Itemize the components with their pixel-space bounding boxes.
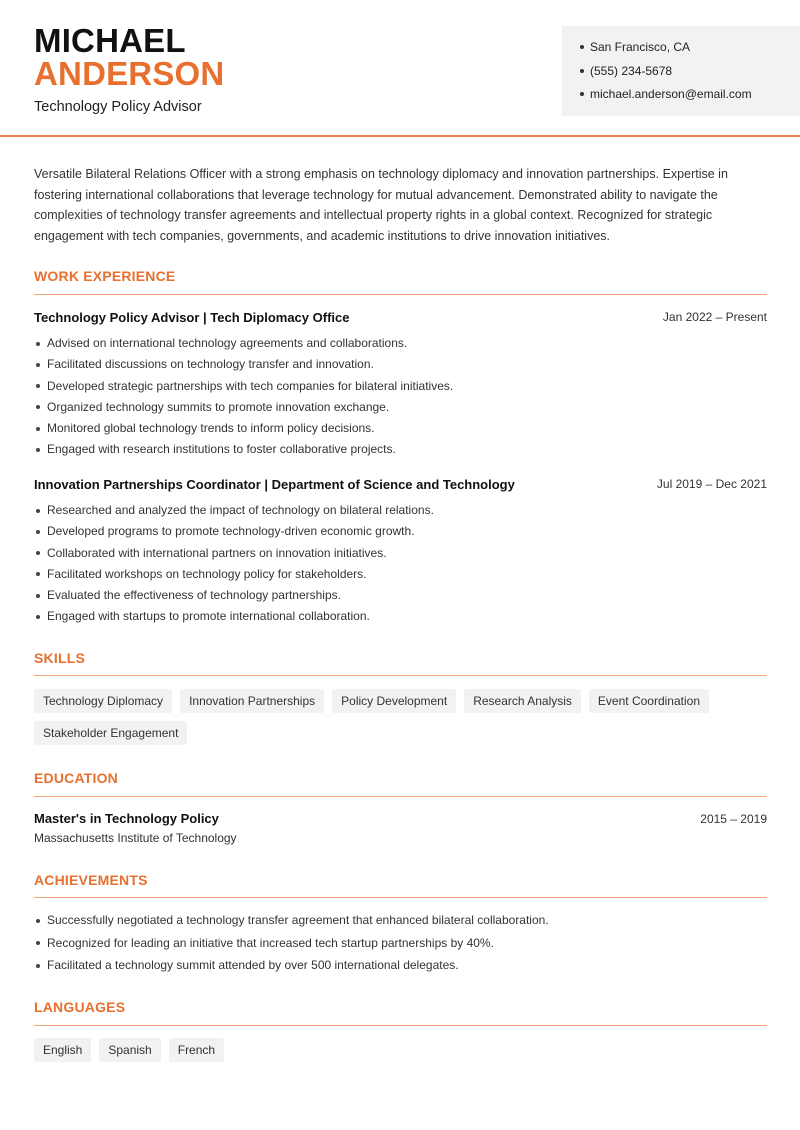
job-title: Technology Policy Advisor: [34, 99, 202, 115]
section-divider: [34, 294, 767, 295]
skill-chip: Event Coordination: [589, 689, 709, 713]
job-header: [34, 310, 767, 328]
skill-chip: Research Analysis: [464, 689, 581, 713]
list-item: Facilitated workshops on technology policy for stakeholders.: [34, 564, 767, 585]
job-header: [34, 477, 767, 495]
list-item: Collaborated with international partners on innovation initiatives.: [34, 543, 767, 564]
list-item: Engaged with startups to promote international collaboration.: [34, 606, 767, 627]
education-degree: Master's in Technology Policy: [34, 811, 219, 826]
education-date: 2015 – 2019: [700, 812, 767, 826]
resume-header: [0, 0, 800, 137]
job-date: Jul 2019 – Dec 2021: [656, 477, 767, 491]
section-title-languages: LANGUAGES: [34, 999, 126, 1015]
section-divider: [34, 675, 767, 676]
section-divider: [34, 1025, 767, 1026]
job-role: Innovation Partnerships Coordinator | Department of Science and Technology: [34, 477, 515, 492]
skills-list: [34, 689, 767, 745]
section-title-work: WORK EXPERIENCE: [34, 268, 176, 284]
list-item: Developed strategic partnerships with tech companies for bilateral initiatives.: [34, 376, 767, 397]
list-item: Developed programs to promote technology-driven economic growth.: [34, 521, 767, 542]
contact-location: San Francisco, CA: [580, 36, 800, 60]
education-school: Massachusetts Institute of Technology: [34, 831, 237, 845]
section-title-education: EDUCATION: [34, 770, 118, 786]
job-date: Jan 2022 – Present: [662, 310, 767, 324]
list-item: Recognized for leading an initiative that increased tech startup partnerships by 40%.: [34, 933, 767, 956]
contact-phone: (555) 234-5678: [580, 60, 800, 84]
skill-chip: Technology Diplomacy: [34, 689, 172, 713]
job-bullets: [34, 500, 767, 628]
contact-email: michael.anderson@email.com: [580, 83, 800, 107]
list-item: Organized technology summits to promote innovation exchange.: [34, 397, 767, 418]
job-bullets: [34, 333, 767, 461]
list-item: Facilitated discussions on technology transfer and innovation.: [34, 354, 767, 375]
language-chip: English: [34, 1038, 91, 1062]
list-item: Monitored global technology trends to inform policy decisions.: [34, 418, 767, 439]
last-name: ANDERSON: [34, 55, 225, 92]
language-chip: French: [169, 1038, 224, 1062]
list-item: Engaged with research institutions to foster collaborative projects.: [34, 439, 767, 460]
section-divider: [34, 796, 767, 797]
summary: Versatile Bilateral Relations Officer with a strong emphasis on technology diplomacy and innovation partnerships. Expertise in fostering international collaborations that leverage technology for mutual advancement. Demonstrated ability to navigate the complexities of technology transfer agreements and intellectual property rights in a global context. Recognized for strategic engagement with tech companies, governments, and academic institutions to drive innovation initiatives.: [34, 167, 728, 243]
list-item: Advised on international technology agreements and collaborations.: [34, 333, 767, 354]
list-item: Evaluated the effectiveness of technology partnerships.: [34, 585, 767, 606]
list-item: Researched and analyzed the impact of technology on bilateral relations.: [34, 500, 767, 521]
skill-chip: Innovation Partnerships: [180, 689, 324, 713]
languages-list: [34, 1038, 767, 1062]
skill-chip: Stakeholder Engagement: [34, 721, 187, 745]
section-divider: [34, 897, 767, 898]
language-chip: Spanish: [99, 1038, 160, 1062]
section-title-achievements: ACHIEVEMENTS: [34, 872, 148, 888]
skill-chip: Policy Development: [332, 689, 456, 713]
section-title-skills: SKILLS: [34, 650, 85, 666]
achievements-list: [34, 910, 767, 978]
list-item: Facilitated a technology summit attended by over 500 international delegates.: [34, 955, 767, 978]
list-item: Successfully negotiated a technology transfer agreement that enhanced bilateral collaboration.: [34, 910, 767, 933]
first-name: MICHAEL: [34, 22, 186, 59]
job-role: Technology Policy Advisor | Tech Diplomacy Office: [34, 310, 350, 325]
contact-box: [562, 26, 800, 116]
